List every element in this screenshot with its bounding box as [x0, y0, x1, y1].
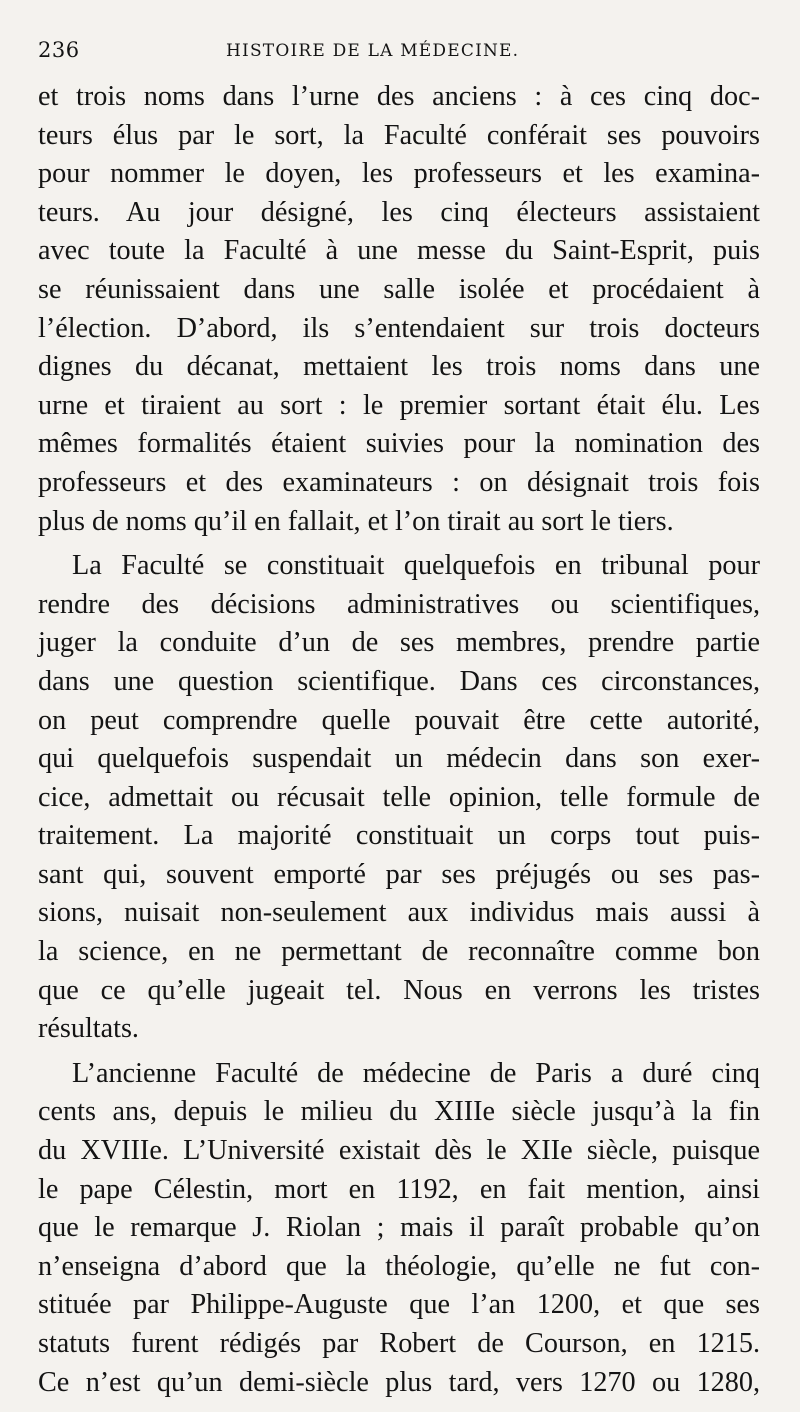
text-line: L’ancienne Faculté de médecine de Paris a duré cinq: [72, 1057, 760, 1089]
text-line: la science, en ne permettant de reconnaître comme bon: [38, 936, 760, 968]
paragraph-3: [38, 1055, 760, 1402]
text-line: avec toute la Faculté à une messe du Saint-Esprit, puis: [38, 235, 760, 267]
text-line: juger la conduite d’un de ses membres, prendre partie: [38, 627, 760, 659]
text-line: pour nommer le doyen, les professeurs et les examina-: [38, 158, 760, 190]
text-line: Ce n’est qu’un demi-siècle plus tard, vers 1270 ou 1280,: [38, 1366, 760, 1398]
text-line: professeurs et des examinateurs : on désignait trois fois: [38, 466, 760, 498]
text-line: cice, admettait ou récusait telle opinion, telle formule de: [38, 781, 760, 813]
text-line: et trois noms dans l’urne des anciens : à ces cinq doc-: [38, 81, 760, 112]
text-line: que le remarque J. Riolan ; mais il paraît probable qu’on: [38, 1212, 760, 1244]
text-line: du XVIIIe. L’Université existait dès le XIIe siècle, puisque: [38, 1135, 760, 1167]
text-line: stituée par Philippe-Auguste que l’an 1200, et que ses: [38, 1289, 760, 1321]
text-line: traitement. La majorité constituait un corps tout puis-: [38, 820, 760, 852]
paragraph-2: [38, 547, 760, 1049]
paragraph-1: [38, 78, 760, 541]
text-line: cents ans, depuis le milieu du XIIIe siècle jusqu’à la fin: [38, 1096, 760, 1128]
text-line: résultats.: [38, 1013, 139, 1045]
text-line: dignes du décanat, mettaient les trois noms dans une: [38, 351, 760, 383]
text-line: urne et tiraient au sort : le premier sortant était élu. Les: [38, 389, 760, 421]
text-line: mêmes formalités étaient suivies pour la nomination des: [38, 428, 760, 460]
text-line: La Faculté se constituait quelquefois en tribunal pour: [72, 550, 760, 582]
page-number: 236: [38, 38, 80, 62]
text-line: le pape Célestin, mort en 1192, en fait mention, ainsi: [38, 1173, 760, 1205]
running-header: [38, 38, 760, 68]
text-line: on peut comprendre quelle pouvait être cette autorité,: [38, 704, 760, 736]
text-line: l’élection. D’abord, ils s’entendaient sur trois docteurs: [38, 312, 760, 344]
text-line: statuts furent rédigés par Robert de Courson, en 1215.: [38, 1328, 760, 1359]
text-line: teurs. Au jour désigné, les cinq électeurs assistaient: [38, 196, 760, 228]
text-line: rendre des décisions administratives ou scientifiques,: [38, 588, 760, 620]
text-line: qui quelquefois suspendait un médecin dans son exer-: [38, 743, 760, 775]
text-line: que ce qu’elle jugeait tel. Nous en verrons les tristes: [38, 974, 760, 1006]
text-line: dans une question scientifique. Dans ces circonstances,: [38, 665, 760, 697]
text-line: n’enseigna d’abord que la théologie, qu’elle ne fut con-: [38, 1250, 760, 1282]
body-text: [38, 78, 760, 1408]
text-line: plus de noms qu’il en fallait, et l’on tirait au sort le tiers.: [38, 505, 674, 537]
running-title: HISTOIRE DE LA MÉDECINE.: [226, 41, 520, 61]
text-line: se réunissaient dans une salle isolée et procédaient à: [38, 273, 760, 305]
text-line: sions, nuisait non-seulement aux individus mais aussi à: [38, 897, 760, 929]
text-line: teurs élus par le sort, la Faculté conférait ses pouvoirs: [38, 119, 760, 151]
text-line: sant qui, souvent emporté par ses préjugés ou ses pas-: [38, 858, 760, 890]
